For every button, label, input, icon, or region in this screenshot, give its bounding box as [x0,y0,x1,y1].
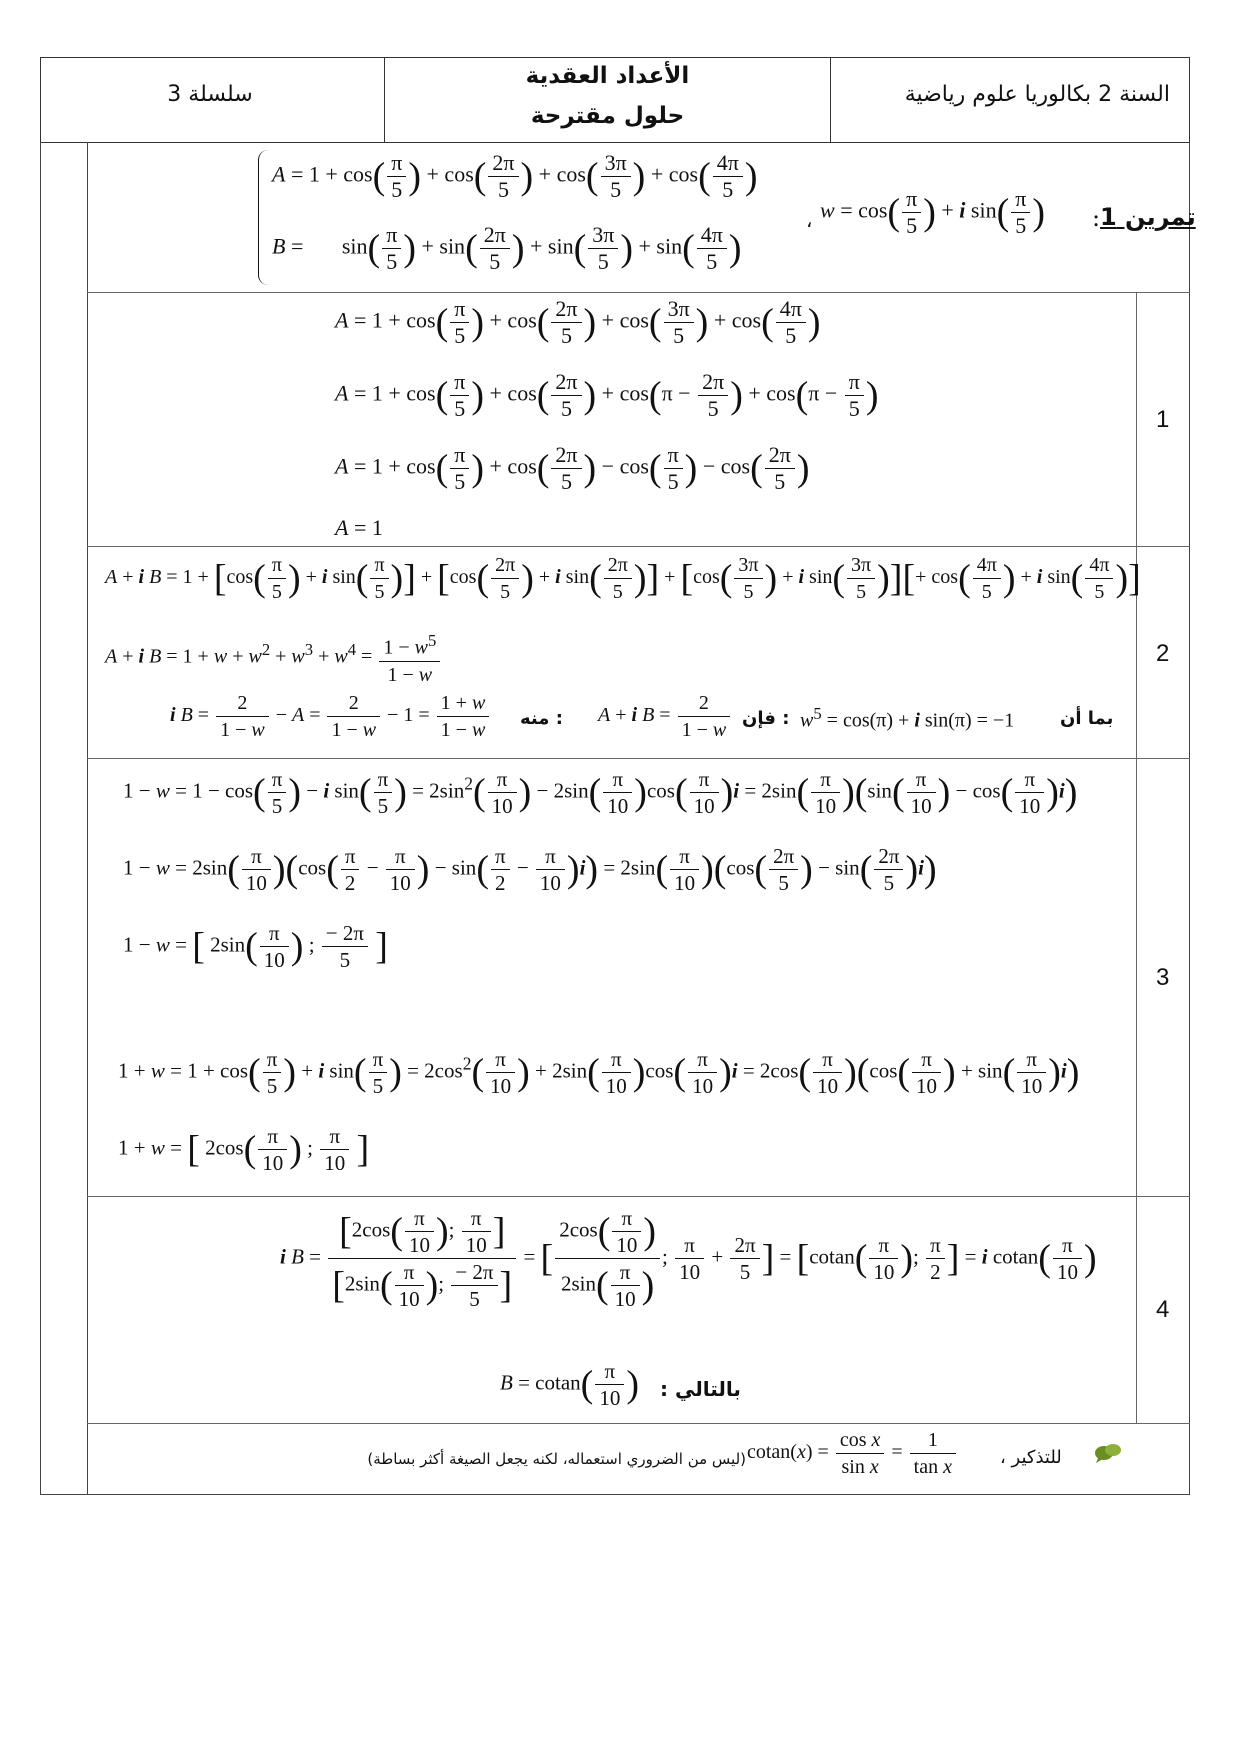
row3-line2: 1 − w = 2sin( $\frac{\pi}{10}$ )(cos( $\frac{\pi}{2}$ − $\frac{\pi}{10}$ ) − sin( $\frac{\pi}{2}$ − $\frac{\pi}{10}$ )i) = 2sin( $\frac{\pi}{10}$ )(cos( $\frac{2\pi}{5}$ ) − sin( $\frac{2\pi}{5}$ )i) [123,844,937,895]
row3-line3: 1 − w = [ 2sin( $\frac{\pi}{10}$ ) ; $\frac{- 2\pi}{5}$ ] [123,921,388,972]
note-formula: cotan(x) = $\frac{\text{cos x}}{\text{sin x}}$ = $\frac{1}{\text{tan x}}$ [747,1427,958,1480]
number-column-divider [1136,292,1137,1423]
header-divider-2 [830,57,831,143]
row-sep [87,758,1190,759]
row2-hence: : منه [520,708,563,729]
row2-line1: A + i B = 1 + [cos( $\frac{\pi}{5}$ ) + i sin( $\frac{\pi}{5}$ )] + [cos( $\frac{2\pi}{5}$ ) + i sin( $\frac{2\pi}{5}$ )] + [cos( $\frac{3\pi}{5}$ ) + i sin( $\frac{3\pi}{5}$ )][+ cos( $\frac{4\pi}{5}$ ) + i sin( $\frac{4\pi}{5}$ )] [105,554,1141,603]
system-brace [258,150,271,285]
row2-w5: $w^5 = \cos(\pi) + i$ sin(π) = −1 [800,704,1015,732]
header-subtitle: حلول مقترحة [530,103,685,129]
row-sep [87,1423,1190,1424]
row-number: 4 [1156,1296,1170,1323]
speech-bubbles-icon [1094,1442,1122,1464]
row3-line1: 1 − w = 1 − cos( $\frac{\pi}{5}$ ) − i sin( $\frac{\pi}{5}$ ) = $2\sin^2$( $\frac{\pi}{10}$ ) − 2sin( $\frac{\pi}{10}$ )cos( $\frac{\pi}{10}$ )i = 2sin( $\frac{\pi}{10}$ )(sin( $\frac{\pi}{10}$ ) − cos( $\frac{\pi}{10}$ )i) [123,767,1078,818]
exercise-comma: ، [806,208,813,232]
row-number: 2 [1156,640,1170,667]
row-sep [87,1196,1190,1197]
row1-line1: A = 1 + cos( $\frac{\pi}{5}$ ) + cos( $\frac{2\pi}{5}$ ) + cos( $\frac{3\pi}{5}$ ) + cos( $\frac{4\pi}{5}$ ) [335,296,821,348]
exercise-title: تمرين 1 [1100,203,1196,231]
row3-line5: 1 + w = [ 2cos( $\frac{\pi}{10}$ ) ; $\frac{\pi}{10}$ ] [118,1124,370,1175]
A-definition: A = 1 + cos( $\frac{\pi}{5}$ ) + cos( $\frac{2\pi}{5}$ ) + cos( $\frac{3\pi}{5}$ ) + cos( $\frac{4\pi}{5}$ ) [272,150,758,202]
row2-AiB: A + i B = $\frac{2}{1 - w}$ [598,690,732,743]
header-series: سلسلة 3 [167,82,253,107]
row1-line3: A = 1 + cos( $\frac{\pi}{5}$ ) + cos( $\frac{2\pi}{5}$ ) − cos( $\frac{\pi}{5}$ ) − cos( $\frac{2\pi}{5}$ ) [335,442,810,494]
left-margin-column [87,142,88,1495]
hence-word: منه [520,708,550,729]
w-definition: w = cos( $\frac{\pi}{5}$ ) + i sin( $\frac{\pi}{5}$ ) [820,186,1045,238]
B-definition: B = sin( $\frac{\pi}{5}$ ) + sin( $\frac{2\pi}{5}$ ) + sin( $\frac{3\pi}{5}$ ) + sin( $\frac{4\pi}{5}$ ) [272,222,742,274]
row-sep [87,292,1190,293]
note-text: (ليس من الضروري استعماله، لكنه يجعل الصيغة أكثر بساطة) [367,1450,746,1468]
row1-line2: A = 1 + cos( $\frac{\pi}{5}$ ) + cos( $\frac{2\pi}{5}$ ) + cos(π − $\frac{2\pi}{5}$ ) + cos(π − $\frac{\pi}{5}$ ) [335,369,879,421]
exercise-colon: : [1092,204,1101,232]
row-number: 3 [1156,964,1170,991]
row2-line2: A + i $B = 1 + w + w^2 + w^3 + w^4$ = $\frac{1 - w^5}{1 - w}$ [105,628,442,688]
row2-then: : فإن [742,708,790,729]
header-title: الأعداد العقدية [525,63,690,89]
row2-line3: i B = $\frac{2}{1 - w}$ − A = $\frac{2}{1 - w}$ − 1 = $\frac{1 + w}{1 - w}$ [170,690,491,743]
header-level: السنة 2 بكالوريا علوم رياضية [904,82,1170,107]
note-label: للتذكير ، [1000,1447,1062,1468]
row2-since: بما أن [1060,708,1114,729]
row1-result: A = 1 [335,515,383,540]
row4-result: B = cotan( $\frac{\pi}{10}$ ) [500,1359,639,1410]
row4-line1: i B = [2cos( $\frac{\pi}{10}$ ); $\frac{\pi}{10}$ ] [2sin( $\frac{\pi}{10}$ ); $\frac{- 2\pi}{5}$ ] = [ 2cos( $\frac{\pi}{10}$ ) 2sin( $\frac{\pi}{10}$ ) ; $\frac{\pi}{10}$ + $\frac{2\pi}{5}$ ] = [cotan( $\frac{\pi}{10}$ ); $\frac{\pi}{2}$ ] = i cotan( $\frac{\pi}{10}$ ) [280,1206,1097,1311]
row4-therefore: بالتالي : [660,1377,741,1401]
exercise-label [1100,203,1196,231]
row-number: 1 [1156,406,1170,433]
then-word: فإن [742,708,776,729]
row3-line4: 1 + w = 1 + cos( $\frac{\pi}{5}$ ) + i sin( $\frac{\pi}{5}$ ) = $2\cos^2$( $\frac{\pi}{10}$ ) + 2sin( $\frac{\pi}{10}$ )cos( $\frac{\pi}{10}$ )i = 2cos( $\frac{\pi}{10}$ )(cos( $\frac{\pi}{10}$ ) + sin( $\frac{\pi}{10}$ )i) [118,1047,1080,1098]
row-sep [87,546,1190,547]
